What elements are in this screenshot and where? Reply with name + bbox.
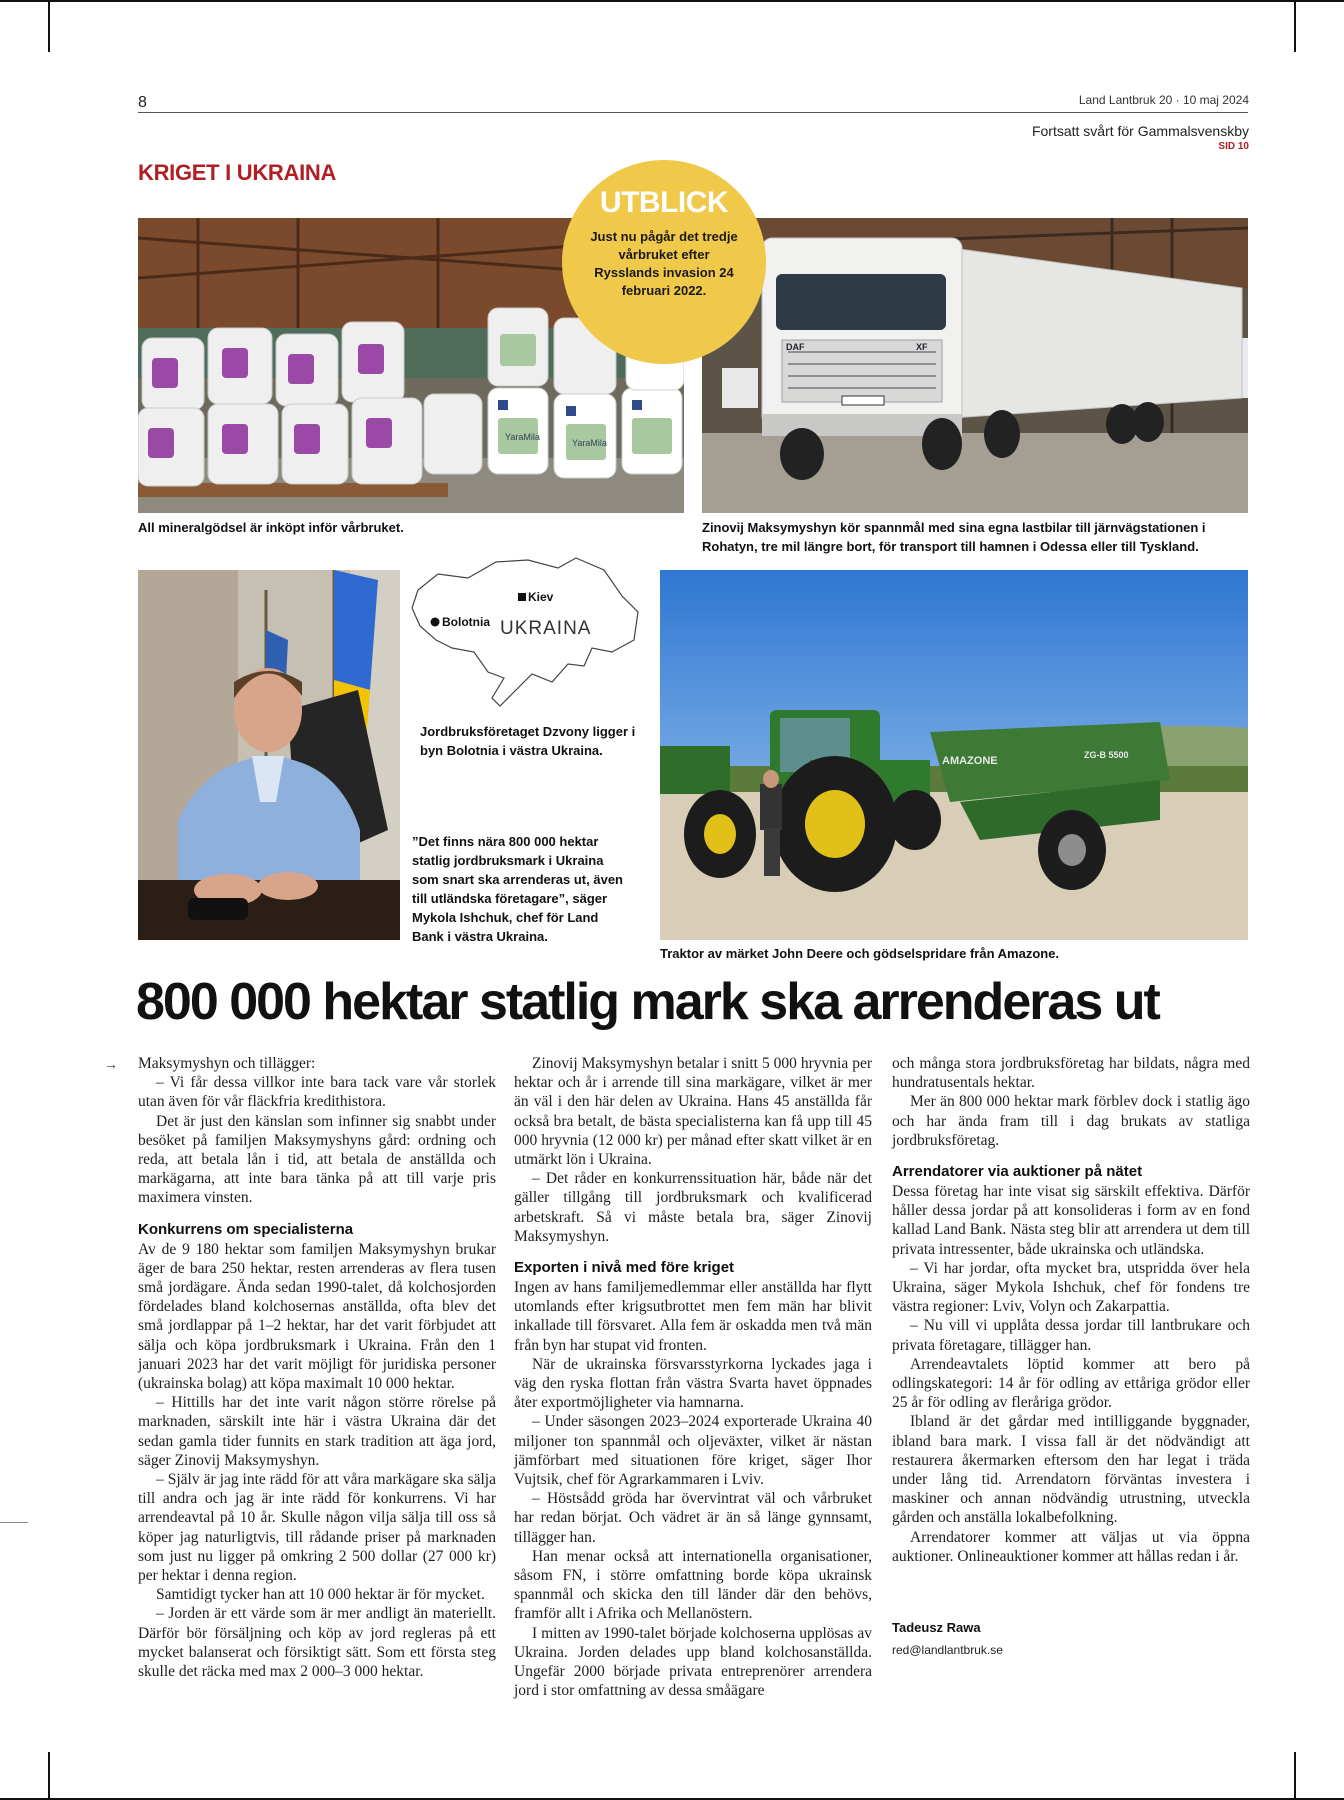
truck-make-text: DAF <box>786 342 805 352</box>
badge-text: Just nu pågår det tredje vårbruket efter Rysslands invasion 24 februari 2022. <box>590 229 738 298</box>
spreader-model-text: ZG-B 5500 <box>1084 750 1129 760</box>
portrait-photo <box>138 570 400 940</box>
crop-mark-tr <box>1294 0 1296 52</box>
capital-marker-icon <box>518 593 526 601</box>
byline-email[interactable]: red@landlantbruk.se <box>892 1643 1003 1658</box>
page-number: 8 <box>138 94 147 111</box>
continuation-arrow-icon: → <box>104 1056 118 1072</box>
paragraph: – Jorden är ett värde som är mer andligt än materiellt. Därför bör försäljning och köp av jord regleras på ett mycket balanserat och försiktigt sätt. Som ett första steg skulle det räcka med max 2 000–3 000 hektar. <box>138 1605 496 1681</box>
paragraph: Det är just den känslan som infinner sig snabbt under besöket på familjen Maksymyshyns gård: ordning och reda, att betala lån i tid, att betala de anställda och markägarna, att inte bara tänka på att till varje pris maximera vinsten. <box>138 1112 496 1207</box>
paragraph: Maksymyshyn och tillägger: <box>138 1055 316 1072</box>
paragraph: Arrendatorer kommer att väljas ut via öppna auktioner. Onlineauktioner kommer att hållas redan i år. <box>892 1528 1250 1565</box>
teaser-title: Fortsatt svårt för Gammalsvenskby <box>1031 123 1249 139</box>
map-label-country: UKRAINA <box>500 618 592 639</box>
ukraine-map <box>408 556 644 716</box>
paragraph: – Hittills har det inte varit någon större rörelse på marknaden, särskilt inte här i västra Ukraina där det sedan gamla tider funnits en stark tradition att äga jord, säger Zinovij Maksymyshyn. <box>138 1394 496 1469</box>
badge-title: UTBLICK <box>599 186 729 219</box>
utblick-badge <box>562 160 766 364</box>
map-label-kiev: Kiev <box>528 590 554 604</box>
paragraph: Mer än 800 000 hektar mark förblev dock i statlig ägo och har ända fram till i dag brukats av statliga jordbruksföretag. <box>892 1093 1250 1149</box>
subheading: Arrendatorer via auktioner på nätet <box>892 1163 1143 1181</box>
paragraph: – Vi får dessa villkor inte bara tack vare vår storlek utan även för vår fläckfria kredithistora. <box>138 1074 496 1111</box>
byline-author: Tadeusz Rawa <box>892 1620 981 1636</box>
village-marker-icon <box>431 618 440 627</box>
headline: 800 000 hektar statlig mark ska arrenderas ut <box>136 973 1159 1031</box>
crop-mark-tl <box>48 0 50 52</box>
caption-fertilizer: All mineralgödsel är inköpt inför vårbruket. <box>138 520 404 535</box>
paragraph: – Höstsådd gröda har övervintrat väl och vårbruket har redan börjat. Och vädret är än så länge gynnsamt, tillägger han. <box>514 1490 872 1546</box>
crop-mark-br <box>1294 1752 1296 1800</box>
paragraph: Dessa företag har inte visat sig särskilt effektiva. Därför håller dessa jordar på att konsolideras i form av en fond kallad Land Bank. Nästa steg blir att arrendera ut dem till privata intressenter, både ukrainska och utländska. <box>892 1183 1250 1258</box>
caption-truck: Zinovij Maksymyshyn kör spannmål med sina egna lastbilar till järnvägstationen i Rohatyn, tre mil längre bort, för transport till hamnen i Odessa eller till Tyskland. <box>702 520 1206 554</box>
paragraph: Ibland är det gårdar med intilliggande byggnader, ibland bara mark. I vissa fall är det nödvändigt att restaurera åkermarken eftersom den har legat i träda under lång tid. Arrendatorn förväntas investera i maskiner och annan nödvändig utrustning, utveckla gården och anställa lokalbefolkning. <box>892 1413 1250 1527</box>
publication-info: Land Lantbruk 20 · 10 maj 2024 <box>1078 93 1249 107</box>
paragraph: Samtidigt tycker han att 10 000 hektar är för mycket. <box>156 1586 485 1604</box>
article-column-3-body <box>892 1054 1250 1566</box>
subheading: Konkurrens om specialisterna <box>138 1220 354 1238</box>
paragraph: Han menar också att internationella organisationer, såsom FN, i större omfattning borde köpa ukrainsk spannmål och skicka den till länder där den behövs, framför allt i Afrika och Mellanöstern. <box>514 1547 872 1623</box>
paragraph: – Själv är jag inte rädd för att våra markägare ska sälja till andra och jag är inte rädd för konkurrens. Vi har arrendeavtal på 10 år. Skulle någon vilja sälja till oss så köper jag naturligtvis, till rådande priser på marknaden som just nu ligger på omkring 2 500 dollar (27 000 kr) per hektar i denna region. <box>138 1471 496 1585</box>
paragraph: – Vi har jordar, ofta mycket bra, utspridda över hela Ukraina, säger Mykola Ishchuk, chef för fondens tre västra regioner: Lviv, Volyn och Zakarpattia. <box>892 1259 1250 1316</box>
subheading: Exporten i nivå med före kriget <box>514 1259 735 1277</box>
truck-photo <box>702 218 1248 513</box>
byline <box>892 1618 1250 1660</box>
paragraph: Arrendeavtalets löptid kommer att bero på odlingskategori: 14 år för odling av ettåriga grödor eller 25 år för odling av fleråriga grödor. <box>892 1355 1250 1412</box>
bag-brand-text: YaraMila <box>505 432 540 442</box>
paragraph: Av de 9 180 hektar som familjen Maksymyshyn brukar äger de bara 250 hektar, resten arrenderas av flera tusen små jordägare. Ända sedan 1990-talet, då kolchosjorden fördelades bland kolchosernas anställda, ofta blev det små jordlappar på 1–2 hektar, har det varit förbjudet att sälja och köpa jordbruksmark i Ukraina. Från den 1 januari 2023 har det varit möjligt för juridiska personer (ukrainska bolag) att köpa maximalt 10 000 hektar. <box>138 1240 496 1393</box>
crop-mark-bl <box>48 1752 50 1800</box>
pull-quote: ”Det finns nära 800 000 hektar statlig jordbruksmark i Ukraina som snart ska arrenderas ut, även till utländska företagare”, säger Mykola Ishchuk, chef för Land Bank i västra Ukraina. <box>412 834 623 944</box>
paragraph: Ingen av hans familjemedlemmar eller anställda har flytt utomlands efter krigsutbrottet men fem män har blivit inkallade till försvaret. Alla fem är oskadda men två män från byn har stupat vid fronten. <box>514 1279 872 1354</box>
truck-model-text: XF <box>916 342 928 352</box>
paragraph: och många stora jordbruksföretag har bildats, några med hundratusentals hektar. <box>892 1055 1250 1092</box>
paragraph: I mitten av 1990-talet började kolchoserna upplösas av Ukraina. Jorden delades upp bland kolchosanställda. Ungefär 2000 började privata entreprenörer arrendera jord i stor omfattning av dessa småägare <box>514 1624 872 1700</box>
section-title: KRIGET I UKRAINA <box>138 160 337 185</box>
article-column-1 <box>138 1054 496 1681</box>
tractor-photo <box>660 570 1248 940</box>
crop-mark-top <box>0 0 1344 2</box>
crop-mark-side <box>0 1522 28 1523</box>
bag-brand-text: YaraMila <box>572 438 607 448</box>
teaser[interactable] <box>1032 123 1249 152</box>
paragraph: Zinovij Maksymyshyn betalar i snitt 5 000 hryvnia per hektar och år i arrende till sina markägare, vilket är mer än väl i den här delen av Ukraina. Hans 45 anställda får också bra betalt, de bästa specialisterna kan få upp till 45 000 hryvnia (12 000 kr) per månad efter skatt vilket är en utmärkt lön i Ukraina. <box>514 1055 872 1169</box>
article-column-3 <box>892 1054 1250 1660</box>
teaser-page: SID 10 <box>1218 141 1249 152</box>
paragraph: När de ukrainska försvarsstyrkorna lyckades jaga i väg den ryska flottan från västra Svarta havet öppnades åter exportmöjligheter via hamnarna. <box>514 1355 872 1412</box>
paragraph: – Det råder en konkurrenssituation här, både när det gäller tillgång till jordbruksmark och kvalificerad arbetskraft. Så vi måste betala bra, säger Zinovij Maksymyshyn. <box>514 1170 872 1245</box>
paragraph: – Under säsongen 2023–2024 exporterade Ukraina 40 miljoner ton spannmål och oljeväxter, vilket är nästan jämförbart med situationen före kriget, säger Ihor Vujtsik, chef för Agrarkammaren i Lviv. <box>514 1413 872 1489</box>
paragraph: – Nu vill vi upplåta dessa jordar till lantbrukare och privata företagare, tillägger han. <box>892 1317 1250 1354</box>
header-rule <box>138 112 1248 113</box>
spreader-brand-text: AMAZONE <box>942 755 998 767</box>
caption-tractor: Traktor av märket John Deere och gödselspridare från Amazone. <box>660 946 1060 961</box>
map-label-bolotnia: Bolotnia <box>442 615 490 629</box>
caption-map: Jordbruksföretaget Dzvony ligger i byn Bolotnia i västra Ukraina. <box>420 724 636 758</box>
article-column-2 <box>514 1054 872 1701</box>
